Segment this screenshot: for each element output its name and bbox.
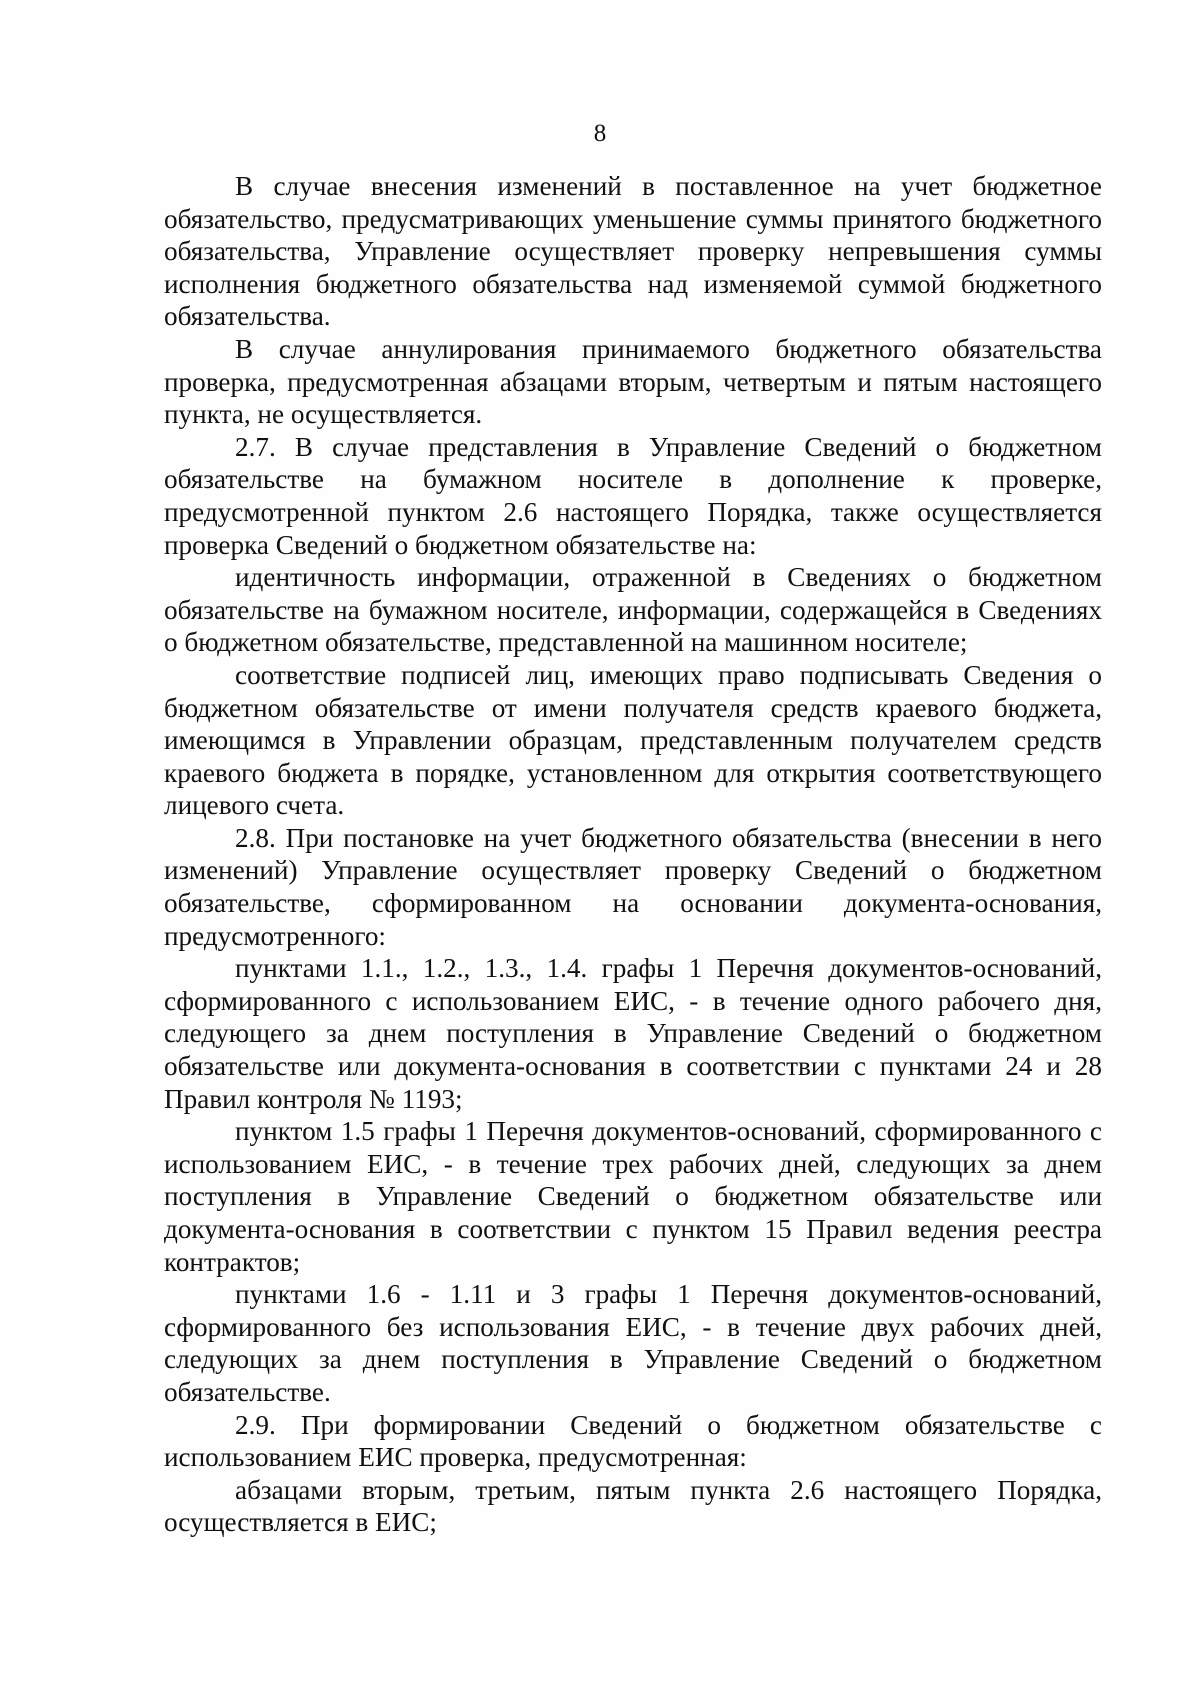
paragraph-reduction-check: В случае внесения изменений в поставленное на учет бюджетное обязательство, предусматривающих уменьшение суммы принятого бюджетного обязательства, Управление осуществляет проверку непревышения суммы исполнения бюджетного обязательства над изменяемой суммой бюджетного обязательства. (164, 171, 1102, 332)
paragraph-2-7: 2.7. В случае представления в Управление Сведений о бюджетном обязательстве на бумажном носителе в дополнение к проверке, предусмотренной пунктом 2.6 настоящего Порядка, также осуществляется проверка Сведений о бюджетном обязательстве на: (164, 431, 1102, 560)
paragraph-items-1-1-to-1-4: пунктами 1.1., 1.2., 1.3., 1.4. графы 1 Перечня документов-оснований, сформированного с использованием ЕИС, - в течение одного рабочего дня, следующего за днем поступления в Управление Сведений о бюджетном обязательстве или документа-основания в соответствии с пунктами 24 и 28 Правил контроля № 1193; (164, 953, 1102, 1114)
document-body (164, 170, 1102, 1539)
page-number: 8 (593, 120, 607, 147)
paragraph-identity-check: идентичность информации, отраженной в Сведениях о бюджетном обязательстве на бумажном носителе, информации, содержащейся в Сведениях о бюджетном обязательстве, представленной на машинном носителе; (164, 562, 1102, 658)
paragraph-2-9: 2.9. При формировании Сведений о бюджетном обязательстве с использованием ЕИС проверка, предусмотренная: (164, 1409, 1102, 1473)
paragraph-item-1-5: пунктом 1.5 графы 1 Перечня документов-оснований, сформированного с использованием ЕИС, - в течение трех рабочих дней, следующих за днем поступления в Управление Сведений о бюджетном обязательстве или документа-основания в соответствии с пунктом 15 Правил ведения реестра контрактов; (164, 1116, 1102, 1277)
paragraph-2-8: 2.8. При постановке на учет бюджетного обязательства (внесении в него изменений) Управление осуществляет проверку Сведений о бюджетном обязательстве, сформированном на основании документа-основания, предусмотренного: (164, 822, 1102, 951)
paragraph-items-1-6-to-1-11: пунктами 1.6 - 1.11 и 3 графы 1 Перечня документов-оснований, сформированного без использования ЕИС, - в течение двух рабочих дней, следующих за днем поступления в Управление Сведений о бюджетном обязательстве. (164, 1279, 1102, 1407)
paragraph-signature-check: соответствие подписей лиц, имеющих право подписывать Сведения о бюджетном обязательстве от имени получателя средств краевого бюджета, имеющимся в Управлении образцам, представленным получателем средств краевого бюджета в порядке, установленном для открытия соответствующего лицевого счета. (164, 659, 1102, 821)
paragraph-annulment: В случае аннулирования принимаемого бюджетного обязательства проверка, предусмотренная абзацами вторым, четвертым и пятым настоящего пункта, не осуществляется. (164, 333, 1102, 430)
paragraph-eis-check: абзацами вторым, третьим, пятым пункта 2.6 настоящего Порядка, осуществляется в ЕИС; (164, 1474, 1102, 1538)
